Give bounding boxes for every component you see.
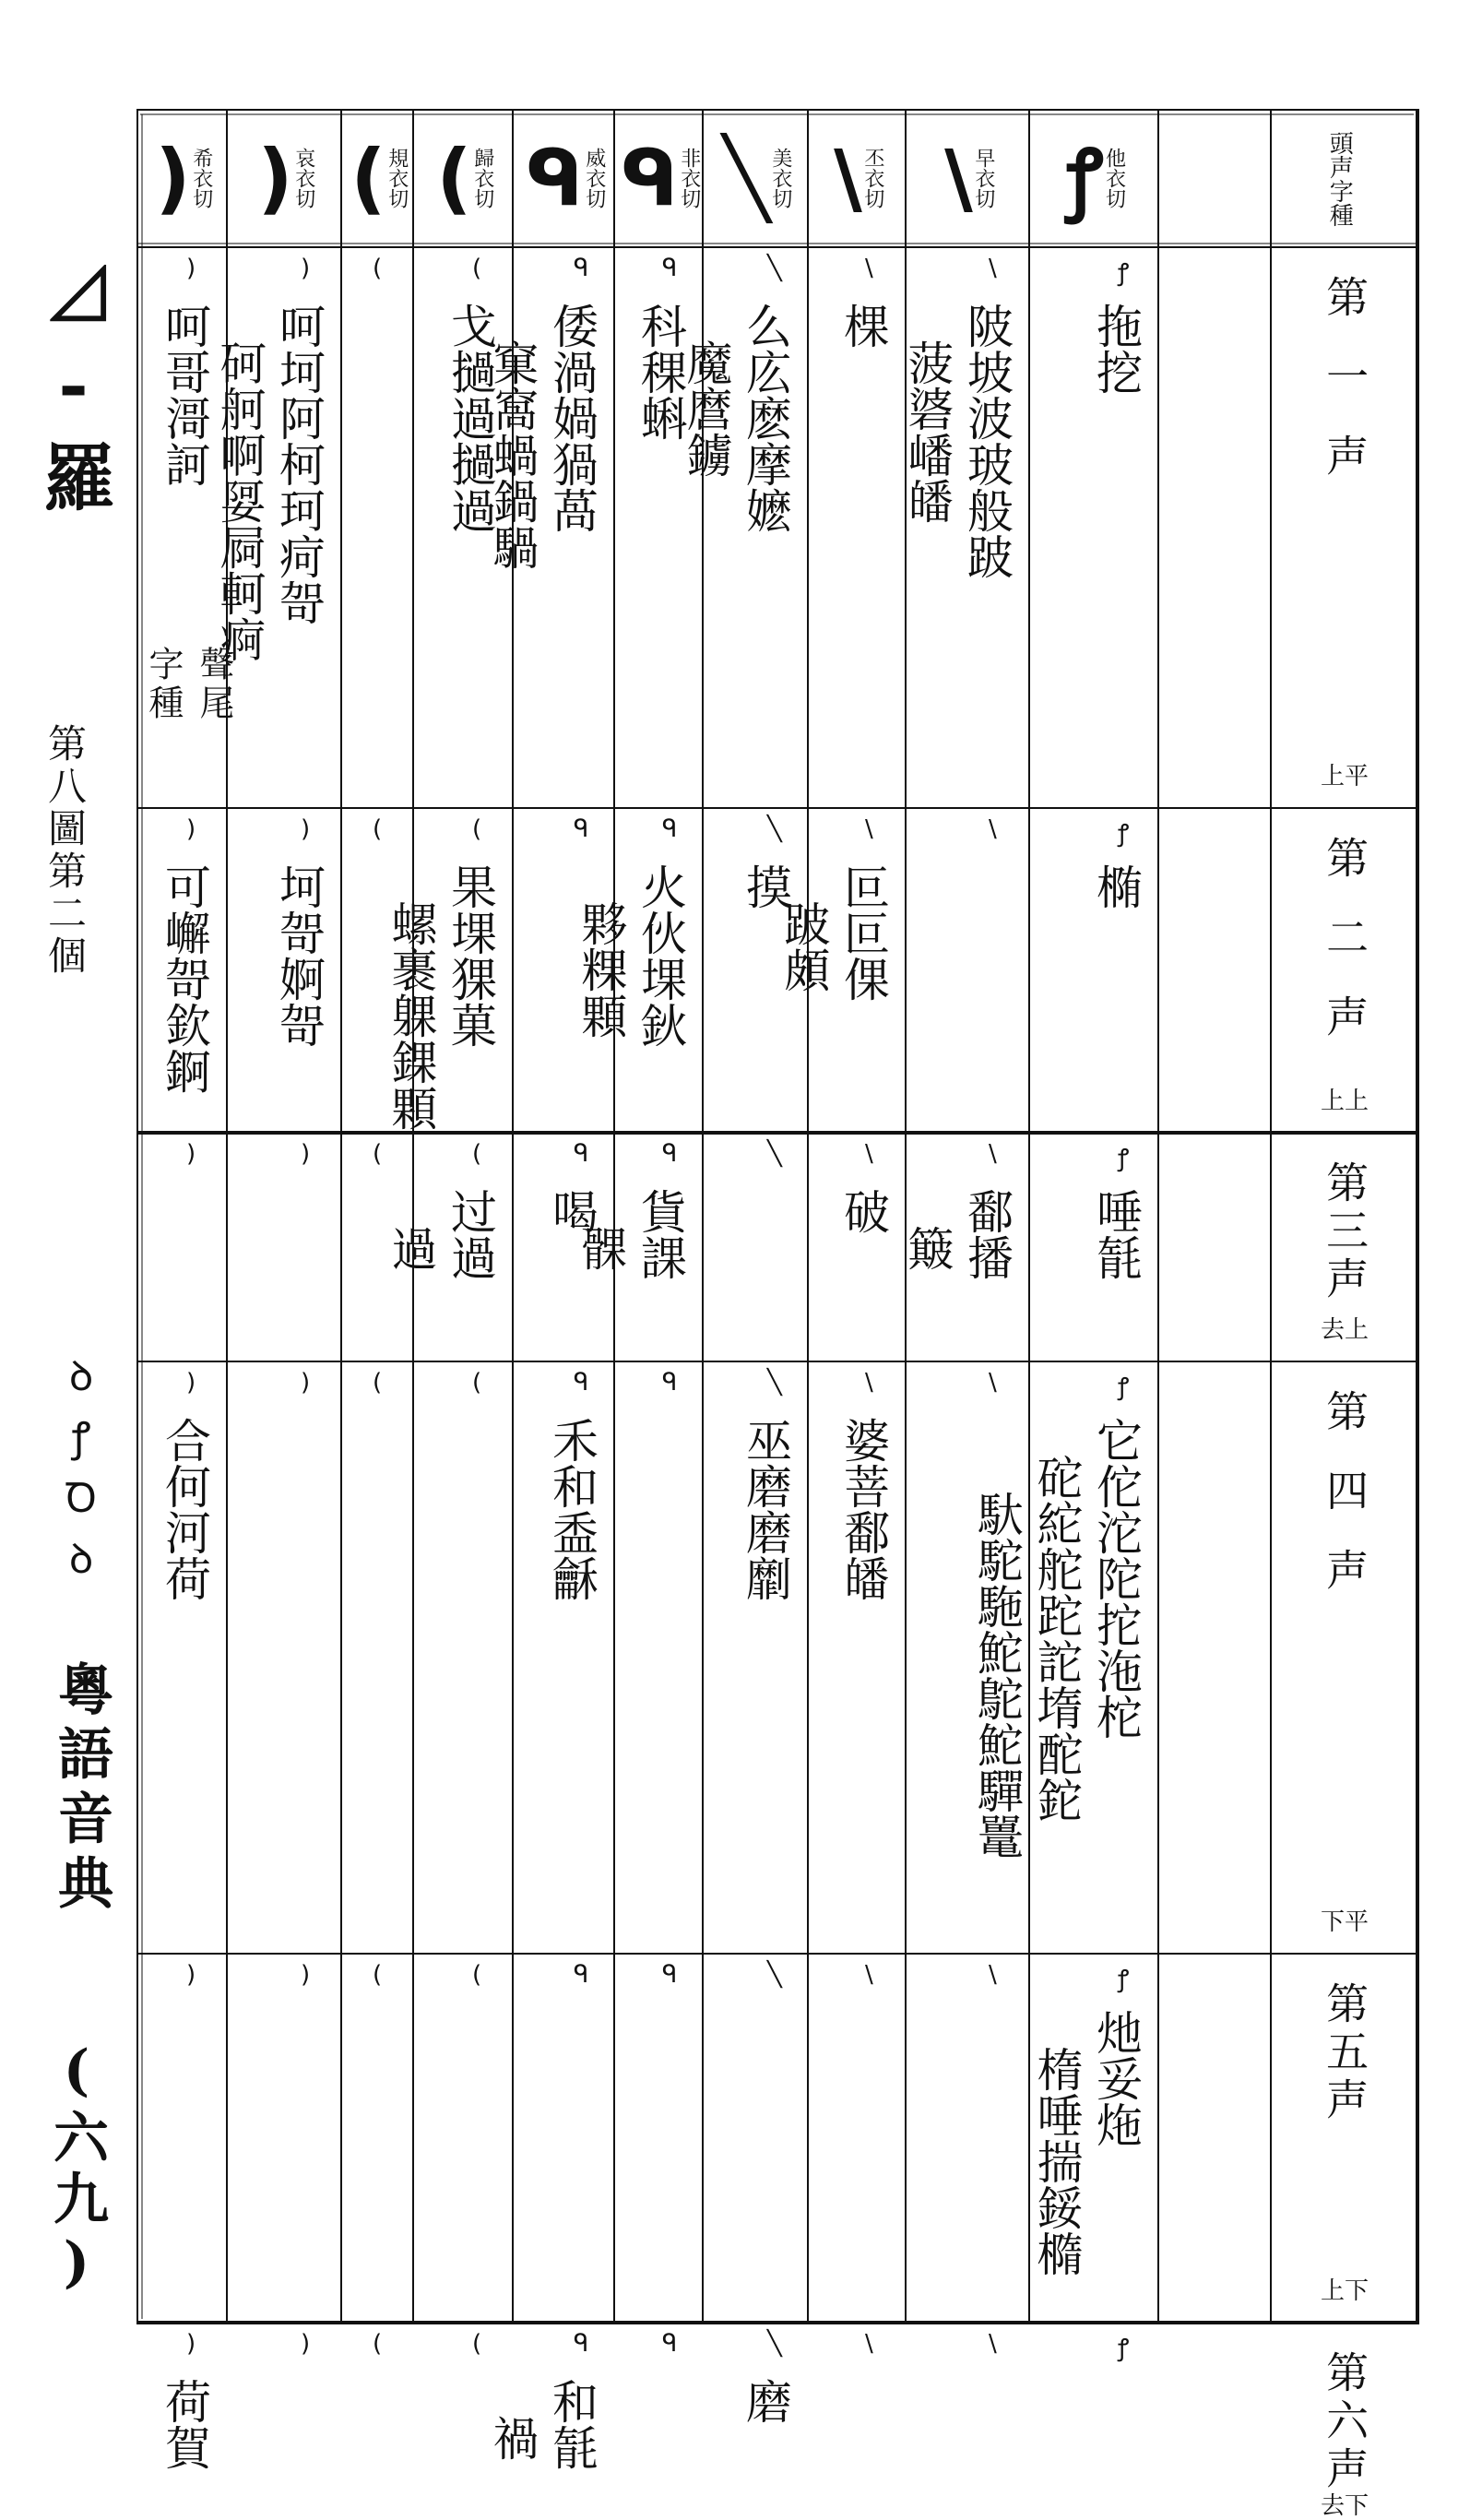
- syllable-cell: [140, 863, 221, 1123]
- syllable-cell: [345, 863, 408, 1123]
- tone-name: 第二声: [1320, 836, 1370, 1074]
- cell-mark: ): [186, 815, 196, 843]
- character-column: 破: [836, 1188, 890, 1234]
- cell-mark: (: [472, 2330, 482, 2358]
- syllable-table: [136, 109, 1419, 2520]
- character-column: 禍: [485, 2415, 539, 2461]
- syllable-cell: [812, 303, 900, 799]
- cell-mark: \: [865, 255, 873, 282]
- character-column: 螺裹躶錁顆: [384, 900, 438, 1131]
- character-column: 荷賀: [158, 2378, 211, 2470]
- character-column: 髁: [574, 1225, 628, 1271]
- character-column: 呵哥滒訶: [158, 303, 211, 487]
- cell-mark: \: [989, 2330, 997, 2358]
- cell-mark: ): [301, 255, 311, 282]
- syllable-cell: [1033, 1188, 1153, 1352]
- syllable-cell: [970, 1417, 1153, 1944]
- column-header: [911, 127, 1024, 229]
- tone-label: [1280, 275, 1409, 790]
- tone-sub: 上下: [1320, 2276, 1369, 2305]
- cell-mark: ╲: [767, 1961, 782, 1989]
- cell-mark: ᑫ: [662, 1140, 678, 1168]
- margin-symbols: ꝺꝭꝹꝺ: [55, 1347, 102, 1590]
- tone-name: 第五声: [1320, 1981, 1370, 2125]
- character-column: 禾和盉龢: [545, 1417, 599, 1601]
- character-column: 摸: [739, 863, 792, 909]
- cell-mark: ꝭ: [1118, 2335, 1130, 2362]
- cell-mark: ): [301, 1961, 311, 1989]
- character-column: 椭: [1089, 863, 1143, 909]
- column-header-mark: ╲: [723, 133, 770, 223]
- syllable-cell: [574, 1188, 697, 1352]
- cell-mark: ): [186, 2330, 196, 2358]
- character-column: 合何河荷: [158, 1417, 211, 1601]
- cell-mark: ╲: [767, 255, 782, 282]
- syllable-cell: [417, 1417, 507, 1944]
- tone-sub: 去下: [1320, 2492, 1369, 2520]
- syllable-cell: [345, 2009, 408, 2313]
- cell-mark: \: [865, 1961, 873, 1989]
- syllable-cell: [417, 2009, 507, 2313]
- syllable-cell: [516, 2009, 609, 2313]
- column-header: [708, 127, 802, 229]
- syllable-cell: [516, 1188, 609, 1352]
- tone-name: 第三声: [1320, 1160, 1370, 1304]
- margin-sub-top-left: 字種: [143, 646, 184, 723]
- column-header-mark: ᑫ: [621, 133, 679, 223]
- cell-mark: (: [373, 255, 383, 282]
- syllable-cell: [706, 1188, 802, 1352]
- character-column: 拖挖: [1089, 303, 1143, 395]
- syllable-cell: [140, 2378, 221, 2470]
- cell-mark: (: [472, 1140, 482, 1168]
- tone-name: 第一声: [1320, 275, 1370, 513]
- tone-sub: 去上: [1320, 1315, 1369, 1344]
- book-title: 粵語音典: [49, 1660, 113, 1919]
- cell-mark: ╲: [767, 2330, 782, 2358]
- syllable-cell: [900, 303, 1024, 799]
- tone-label: [1280, 1160, 1409, 1343]
- cell-mark: ╲: [767, 1369, 782, 1397]
- syllable-cell: [900, 1188, 1024, 1352]
- character-column: 過: [384, 1225, 438, 1271]
- cell-mark: ꝭ: [1118, 1145, 1130, 1172]
- cell-mark: ꝭ: [1118, 1373, 1130, 1401]
- column-header-label: 規衣切: [385, 148, 409, 208]
- syllable-cell: [909, 863, 1024, 1123]
- syllable-cell: [618, 303, 697, 799]
- column-header: [620, 127, 701, 229]
- cell-mark: ᑫ: [662, 1961, 678, 1989]
- column-header-mark: ): [155, 133, 191, 223]
- cell-mark: (: [373, 1961, 383, 1989]
- character-column: 磨: [739, 2378, 792, 2424]
- character-column: 火伙堁鈥: [634, 863, 687, 1048]
- syllable-cell: [618, 1417, 697, 1944]
- tone-sub: 下平: [1320, 1908, 1369, 1936]
- syllable-cell: [384, 1188, 507, 1352]
- syllable-cell: [345, 1417, 408, 1944]
- syllable-cell: [140, 2009, 221, 2313]
- syllable-cell: [812, 1417, 900, 1944]
- tone-label: [1280, 1981, 1409, 2304]
- syllable-cell: [140, 1417, 221, 1944]
- character-column: 巫磨磨劘: [739, 1417, 792, 1601]
- cell-mark: ꝭ: [1118, 1966, 1130, 1993]
- column-header-mark: (: [436, 133, 472, 223]
- syllable-cell: [909, 2009, 1024, 2313]
- cell-mark: ꝭ: [1118, 820, 1130, 848]
- character-column: 貨課: [634, 1188, 687, 1280]
- character-column: 呵坷阿柯珂疴哿: [272, 303, 326, 625]
- syllable-cell: [812, 2009, 900, 2313]
- character-column: 菠碆嶓皤: [900, 339, 954, 524]
- character-column: 砢舸啊娿屙軻痾: [212, 339, 267, 662]
- syllable-cell: [231, 1188, 336, 1352]
- character-column: 戈撾過撾過: [444, 303, 497, 533]
- cell-mark: ᑫ: [662, 815, 678, 843]
- syllable-cell: [345, 303, 408, 799]
- cell-mark: \: [989, 255, 997, 282]
- tone-name: 第六声: [1320, 2350, 1370, 2494]
- cell-mark: ᑫ: [662, 2330, 678, 2358]
- tone-sub: 上平: [1320, 762, 1369, 790]
- syllable-cell: [485, 2378, 609, 2470]
- column-header: [1035, 127, 1153, 229]
- character-column: 魔麿鐪: [679, 339, 733, 478]
- cell-mark: \: [989, 815, 997, 843]
- syllable-cell: [231, 1417, 336, 1944]
- cell-mark: ᑫ: [574, 2330, 589, 2358]
- column-header-mark: (: [350, 133, 386, 223]
- cell-mark: ): [301, 2330, 311, 2358]
- corner-label: 頭声字種: [1325, 131, 1354, 227]
- character-column: 陂坡波玻般跛: [960, 303, 1014, 579]
- cell-mark: ): [301, 1369, 311, 1397]
- cell-mark: \: [865, 1140, 873, 1168]
- character-column: 窠窩蝸鍋騧: [485, 339, 539, 570]
- cell-mark: ): [186, 1140, 196, 1168]
- cell-mark: ᑫ: [662, 1369, 678, 1397]
- syllable-cell: [1029, 2009, 1153, 2313]
- syllable-cell: [706, 2009, 802, 2313]
- tone-label: [1280, 2350, 1409, 2519]
- syllable-cell: [618, 2009, 697, 2313]
- character-column: 楕唾揣鋖橢: [1029, 2046, 1084, 2276]
- cell-mark: (: [472, 1369, 482, 1397]
- syllable-cell: [706, 2378, 802, 2424]
- tone-sub: 上上: [1320, 1087, 1369, 1115]
- column-header: [419, 127, 507, 229]
- cell-mark: ): [186, 255, 196, 282]
- character-column: 砣紽舵跎詑堶酡鉈: [1029, 1454, 1084, 1823]
- cell-mark: (: [472, 255, 482, 282]
- cell-mark: (: [373, 815, 383, 843]
- character-column: 馱駝駞鮀鴕鮀驒鼍: [970, 1491, 1024, 1860]
- character-column: 倭渦媧猧萵: [545, 303, 599, 533]
- cell-mark: ᑫ: [574, 815, 589, 843]
- cell-mark: (: [373, 1369, 383, 1397]
- tone-label: [1280, 836, 1409, 1114]
- character-column: 唾毻: [1089, 1188, 1143, 1280]
- character-column: 叵叵倮: [836, 863, 890, 1002]
- character-column: 鄱播: [960, 1188, 1014, 1280]
- tone-name: 第四声: [1320, 1389, 1370, 1627]
- character-column: 棵: [836, 303, 890, 349]
- column-header-label: 丕衣切: [860, 148, 884, 208]
- cell-mark: ꝭ: [1118, 259, 1130, 287]
- syllable-cell: [140, 303, 221, 799]
- syllable-cell: [384, 863, 507, 1131]
- column-header-label: 美衣切: [768, 148, 792, 208]
- cell-mark: \: [989, 1369, 997, 1397]
- syllable-cell: [706, 863, 802, 1123]
- column-header-label: 希衣切: [189, 148, 213, 208]
- column-header-mark: ꝭ: [1066, 133, 1104, 223]
- column-header-label: 哀衣切: [291, 148, 315, 208]
- syllable-cell: [777, 863, 900, 1123]
- margin-sub-bottom: 第八圖第二個: [42, 723, 88, 978]
- cell-mark: \: [865, 1369, 873, 1397]
- syllable-cell: [812, 1188, 900, 1352]
- tone-label: [1280, 1389, 1409, 1935]
- cell-mark: ᑫ: [574, 1369, 589, 1397]
- syllable-cell: [516, 863, 609, 1123]
- cell-mark: ): [186, 1369, 196, 1397]
- column-header-label: 他衣切: [1102, 148, 1126, 208]
- character-column: 可嶰哿欽錒: [158, 863, 211, 1094]
- syllable-cell: [1033, 303, 1153, 799]
- cell-mark: ): [301, 1140, 311, 1168]
- character-column: 婆菩鄱皤: [836, 1417, 890, 1601]
- cell-mark: ╲: [767, 1140, 782, 1168]
- syllable-cell: [516, 1417, 609, 1944]
- character-column: 和毻: [545, 2378, 599, 2470]
- syllable-cell: [1033, 863, 1153, 1123]
- column-header-label: 早衣切: [971, 148, 995, 208]
- character-column: 它佗沱陀拕沲柁: [1089, 1417, 1143, 1740]
- character-column: 坷哿婀哿: [272, 863, 326, 1048]
- character-column: 果堁猓菓: [444, 863, 497, 1048]
- cell-mark: ᑫ: [574, 255, 589, 282]
- cell-mark: ╲: [767, 815, 782, 843]
- column-header-mark: \: [944, 133, 973, 223]
- character-column: 么庅麽摩嬷: [739, 303, 792, 533]
- syllable-cell: [231, 863, 336, 1123]
- character-column: 夥粿顆: [574, 900, 628, 1039]
- syllable-cell: [231, 2009, 336, 2313]
- cell-mark: ): [301, 815, 311, 843]
- margin-sub-top-right: 聲尾: [194, 646, 234, 723]
- column-header: [813, 127, 900, 229]
- column-header: [142, 127, 221, 229]
- page-number: (六九): [44, 2039, 109, 2300]
- syllable-cell: [345, 1188, 408, 1352]
- cell-mark: (: [373, 1140, 383, 1168]
- syllable-cell: [140, 1188, 221, 1352]
- cell-mark: \: [865, 2330, 873, 2358]
- cell-mark: ): [186, 1961, 196, 1989]
- column-header: [518, 127, 609, 229]
- character-column: 跛頗: [777, 900, 831, 993]
- cell-mark: (: [472, 1961, 482, 1989]
- character-column: 喝: [545, 1188, 599, 1234]
- cell-mark: ᑫ: [574, 1961, 589, 1989]
- column-header: [347, 127, 408, 229]
- syllable-cell: [574, 863, 697, 1123]
- syllable-cell: [417, 303, 507, 799]
- character-column: 科稞蝌: [634, 303, 687, 441]
- margin-title: ⊿-羅: [31, 258, 115, 525]
- cell-mark: \: [989, 1140, 997, 1168]
- column-header-label: 非衣切: [677, 148, 701, 208]
- syllable-cell: [706, 1417, 802, 1944]
- cell-mark: ᑫ: [574, 1140, 589, 1168]
- character-column: 簸: [900, 1225, 954, 1271]
- cell-mark: (: [373, 2330, 383, 2358]
- cell-mark: \: [989, 1961, 997, 1989]
- column-header-label: 歸衣切: [470, 148, 494, 208]
- column-header-mark: ): [257, 133, 293, 223]
- syllable-cell: [909, 1417, 1024, 1944]
- column-header-mark: ᑫ: [526, 133, 584, 223]
- character-column: 灺妥炧: [1089, 2009, 1143, 2147]
- cell-mark: (: [472, 815, 482, 843]
- column-header: [232, 127, 336, 229]
- column-header-label: 威衣切: [582, 148, 606, 208]
- cell-mark: \: [865, 815, 873, 843]
- character-column: 过過: [444, 1188, 497, 1280]
- cell-mark: ᑫ: [662, 255, 678, 282]
- syllable-cell: [679, 303, 802, 799]
- column-header-mark: \: [834, 133, 862, 223]
- syllable-cell: [485, 303, 609, 799]
